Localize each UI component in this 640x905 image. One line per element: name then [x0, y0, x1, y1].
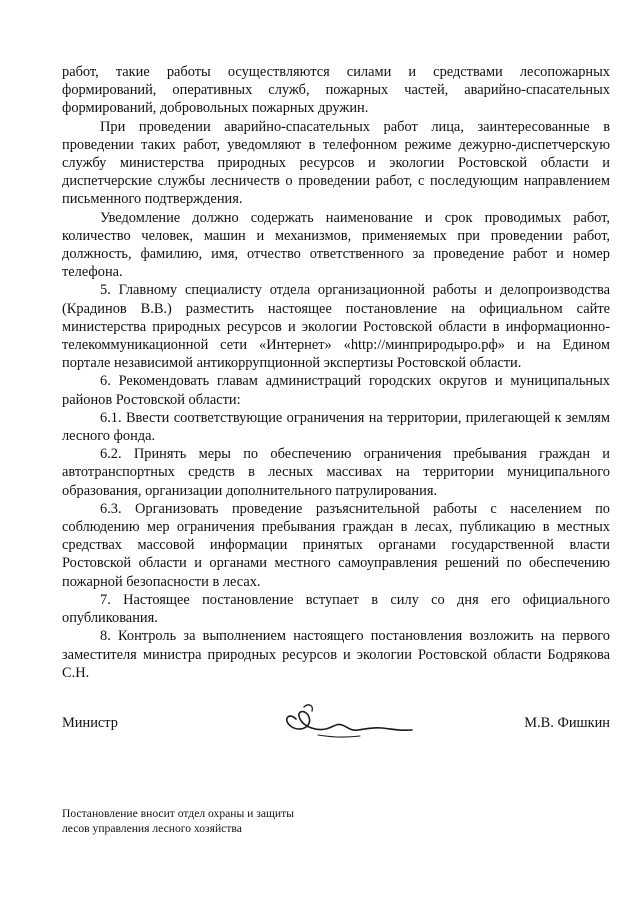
paragraph-2: При проведении аварийно-спасательных работ лица, заинтересованные в проведении таких работ, уведомляют в телефонном режиме дежурно-диспетчерскую службу министерства природных ресурсов и экологии Ростовской области и диспетчерские службы лесничеств о проведении работ, с последующим направлением письменного подтверждения.	[62, 118, 610, 208]
paragraph-item-6-2: 6.2. Принять меры по обеспечению ограничения пребывания граждан и автотранспортных средств в лесных массивах на территории муниципального образования, организации дополнительного патрулирования.	[62, 446, 610, 499]
footnote	[62, 806, 382, 836]
footnote-line-2: лесов управления лесного хозяйства	[62, 822, 242, 835]
paragraph-item-6: 6. Рекомендовать главам администраций городских округов и муниципальных районов Ростовской области:	[62, 373, 610, 408]
signatory-name: М.В. Фишкин	[524, 715, 610, 731]
paragraph-item-7: 7. Настоящее постановление вступает в силу со дня его официального опубликования.	[62, 591, 610, 627]
signature-block	[62, 697, 610, 757]
paragraph-3: Уведомление должно содержать наименование и срок проводимых работ, количество человек, машин и механизмов, применяемых при проведении работ, должность, фамилию, имя, отчество ответственного за проведение работ и номер телефона.	[62, 209, 610, 281]
signatory-title: Министр	[62, 715, 118, 731]
handwritten-signature	[274, 697, 424, 749]
paragraph-item-5: 5. Главному специалисту отдела организационной работы и делопроизводства (Крадинов В.В.) разместить настоящее постановление на официальном сайте министерства природных ресурсов и экологии Ростовской области в информационно-телекоммуникационной сети «Интернет» «http://минприродыро.рф» и на Едином портале независимой антикоррупционной экспертизы Ростовской области.	[62, 282, 610, 372]
paragraph-item-6-1: 6.1. Ввести соответствующие ограничения на территории, прилегающей к землям лесного фонда.	[62, 409, 610, 445]
document-body	[62, 63, 610, 682]
paragraph-item-6-3: 6.3. Организовать проведение разъяснительной работы с населением по соблюдению мер ограничения пребывания граждан в лесах, публикацию в местных средствах массовой информации принятых органами государственной власти Ростовской области и органами местного самоуправления решений по обеспечению пожарной безопасности в лесах.	[62, 500, 610, 590]
paragraph-1: работ, такие работы осуществляются силами и средствами лесопожарных формирований, оперативных служб, пожарных частей, аварийно-спасательных формирований, добровольных пожарных дружин.	[62, 64, 610, 117]
paragraph-item-8: 8. Контроль за выполнением настоящего постановления возложить на первого заместителя министра природных ресурсов и экологии Ростовской области Бодрякова С.Н.	[62, 628, 610, 681]
footnote-line-1: Постановление вносит отдел охраны и защиты	[62, 807, 294, 820]
